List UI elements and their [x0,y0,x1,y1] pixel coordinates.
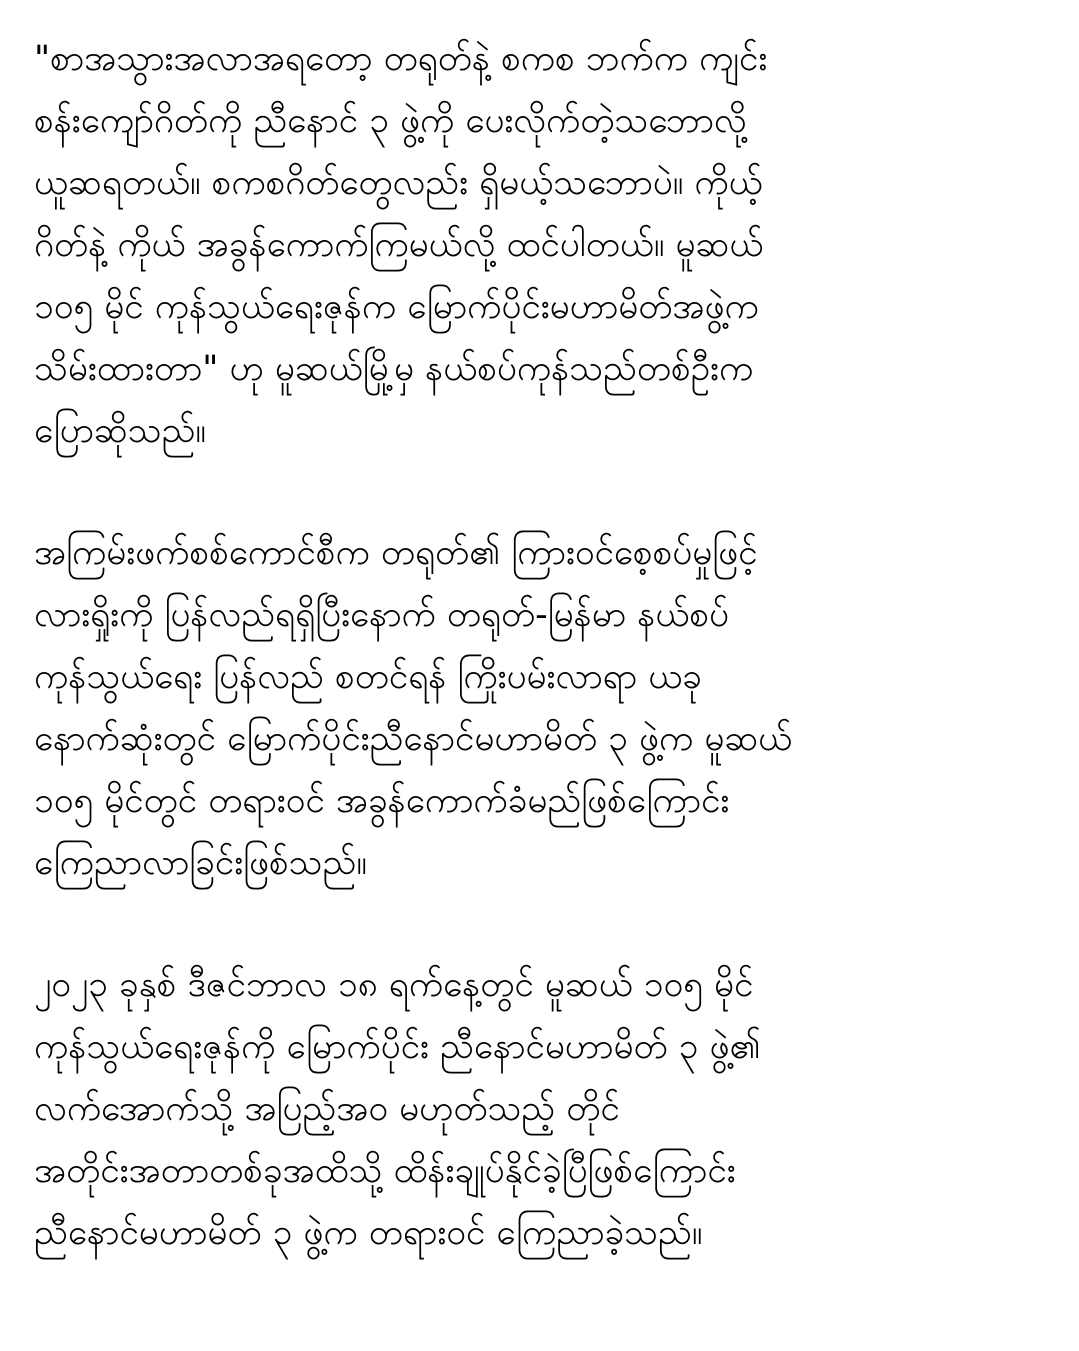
text-line: ကုန်သွယ်ရေးဇုန်ကို မြောက်ပိုင်း ညီနောင်မဟာမိတ် ၃ ဖွဲ့၏ [34,1027,761,1067]
text-line: အကြမ်းဖက်စစ်ကောင်စီက တရုတ်၏ ကြားဝင်စေ့စပ်မှုဖြင့် [34,533,758,573]
text-line: ဂိတ်နဲ့ ကိုယ် အခွန်ကောက်ကြမယ်လို့ ထင်ပါတယ်။ မူဆယ် [34,225,764,265]
paragraph-history [34,954,1054,1264]
article-body [34,28,1054,1264]
text-line: ယူဆရတယ်။ စကစဂိတ်တွေလည်း ရှိမယ့်သဘောပဲ။ ကိုယ့် [34,163,763,203]
text-line: စန်းကျော်ဂိတ်ကို ညီနောင် ၃ ဖွဲ့ကို ပေးလိုက်တဲ့သဘောလို့ [34,101,747,141]
paragraph-quote [34,28,1054,462]
text-line: လက်အောက်သို့ အပြည့်အဝ မဟုတ်သည့် တိုင် [34,1089,620,1129]
paragraph-context [34,522,1054,894]
text-line: "စာအသွားအလာအရတော့ တရုတ်နဲ့ စကစ ဘက်က ကျင်း [34,39,768,79]
text-line: ကုန်သွယ်ရေး ပြန်လည် စတင်ရန် ကြိုးပမ်းလာရာ ယခု [34,657,702,697]
text-line: ၂၀၂၃ ခုနှစ် ဒီဇင်ဘာလ ၁၈ ရက်နေ့တွင် မူဆယ် ၁၀၅ မိုင် [34,965,754,1005]
text-line: ပြောဆိုသည်။ [34,411,207,451]
text-line: သိမ်းထားတာ" ဟု မူဆယ်မြို့မှ နယ်စပ်ကုန်သည်တစ်ဦးက [34,349,754,389]
text-line: လားရှိုးကို ပြန်လည်ရရှိပြီးနောက် တရုတ်-မြန်မာ နယ်စပ် [34,595,729,635]
text-line: အတိုင်းအတာတစ်ခုအထိသို့ ထိန်းချုပ်နိုင်ခဲ့ပြီဖြစ်ကြောင်း [34,1151,736,1191]
text-line: နောက်ဆုံးတွင် မြောက်ပိုင်းညီနောင်မဟာမိတ် ၃ ဖွဲ့က မူဆယ် [34,719,793,759]
text-line: ကြေညာလာခြင်းဖြစ်သည်။ [34,843,367,883]
text-line: ၁၀၅ မိုင် ကုန်သွယ်ရေးဇုန်က မြောက်ပိုင်းမဟာမိတ်အဖွဲ့က [34,287,759,327]
text-line: ၁၀၅ မိုင်တွင် တရားဝင် အခွန်ကောက်ခံမည်ဖြစ်ကြောင်း [34,781,730,821]
text-line: ညီနောင်မဟာမိတ် ၃ ဖွဲ့က တရားဝင် ကြေညာခဲ့သည်။ [34,1213,703,1253]
